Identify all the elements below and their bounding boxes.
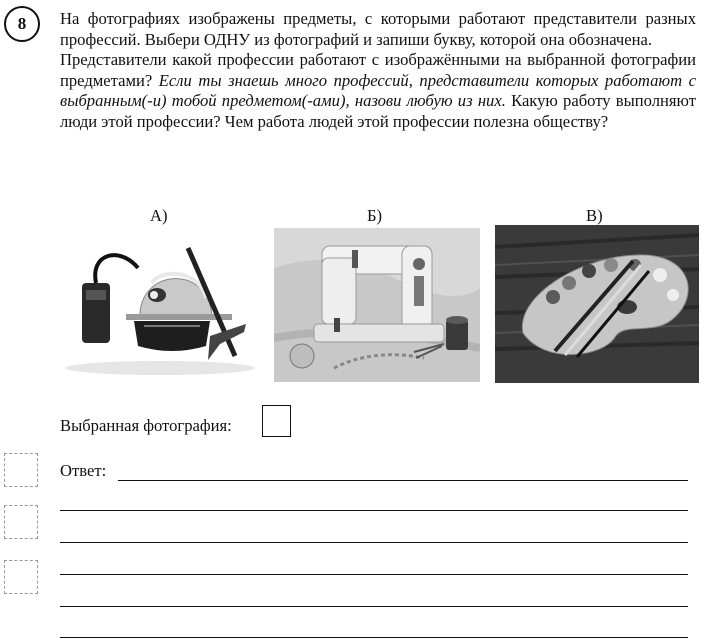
- chosen-photo-label: Выбранная фотография:: [60, 416, 232, 435]
- answer-line-3[interactable]: [60, 542, 688, 543]
- answer-line-2[interactable]: [60, 510, 688, 511]
- photo-b[interactable]: [274, 228, 480, 382]
- task-paragraph-2: [60, 50, 696, 132]
- score-box-1: [4, 453, 38, 487]
- task-text: [60, 9, 696, 133]
- task-paragraph-1: На фотографиях изображены предметы, с которыми работают представители разных профессий. Выбери ОДНУ из фотографий и запиши букву, которой она обозначена.: [60, 9, 696, 49]
- photo-label-b: Б): [367, 206, 383, 225]
- task-number: 8: [4, 6, 40, 42]
- answer-line-6[interactable]: [60, 637, 688, 638]
- score-box-3: [4, 560, 38, 594]
- answer-line-1[interactable]: [118, 480, 688, 481]
- answer-label: Ответ:: [60, 461, 107, 480]
- question-part-2: Какую работу выполняют люди этой профессии? Чем работа людей этой профессии полезна обществу?: [60, 91, 696, 131]
- miner-equipment-icon: [60, 228, 260, 382]
- photo-c[interactable]: [495, 225, 699, 383]
- paint-palette-icon: [495, 225, 699, 383]
- sewing-machine-icon: [274, 228, 480, 382]
- score-box-2: [4, 505, 38, 539]
- answer-line-4[interactable]: [60, 574, 688, 575]
- photo-label-a: А): [150, 206, 168, 225]
- answer-line-5[interactable]: [60, 606, 688, 607]
- question-part-1: Представители какой профессии работают с изображёнными на выбранной фотографии предметами?: [60, 50, 696, 90]
- chosen-photo-input[interactable]: [262, 405, 291, 437]
- question-part-italic: Если ты знаешь много профессий, представители которых работают с выбранным(-и) тобой предметом(-ами), назови любую из них.: [60, 70, 696, 111]
- photo-label-c: В): [586, 206, 603, 225]
- photo-a[interactable]: [60, 228, 260, 382]
